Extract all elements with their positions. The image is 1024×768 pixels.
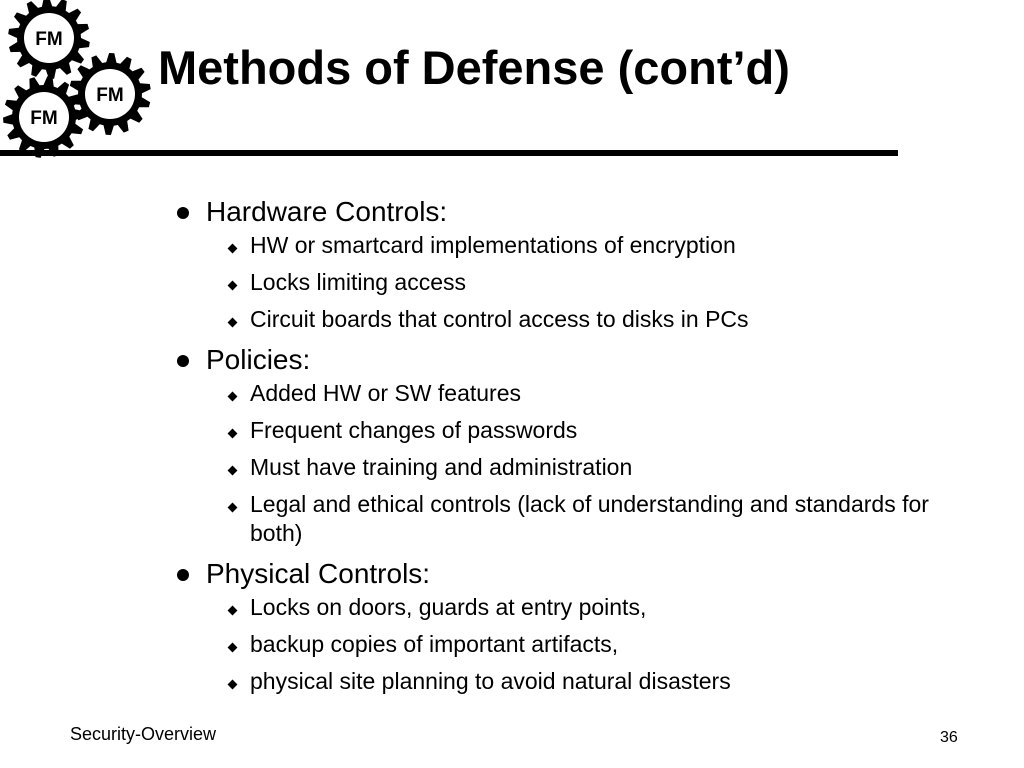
bullet-dot-icon — [177, 355, 189, 367]
diamond-bullet-icon — [228, 318, 238, 328]
bullet-policies — [172, 342, 972, 548]
gear-icon — [3, 76, 85, 158]
sub-bullet-item: physical site planning to avoid natural disasters — [206, 667, 972, 696]
diamond-bullet-icon — [228, 606, 238, 616]
sub-bullet-item: Locks on doors, guards at entry points, — [206, 593, 972, 622]
diamond-bullet-icon — [228, 680, 238, 690]
sub-bullet-list — [206, 593, 972, 696]
bullet-physical-controls — [172, 556, 972, 696]
gear-label: FM — [30, 108, 58, 129]
gear-icon — [69, 53, 150, 135]
diamond-bullet-icon — [228, 281, 238, 291]
diamond-bullet-icon — [228, 503, 238, 513]
bullet-dot-icon — [177, 207, 189, 219]
sub-bullet-item: HW or smartcard implementations of encryption — [206, 231, 972, 260]
bullet-list — [172, 194, 972, 704]
sub-bullet-list — [206, 231, 972, 334]
gear-label: FM — [35, 29, 63, 50]
bullet-text: Policies: — [206, 344, 311, 375]
sub-bullet-item: Frequent changes of passwords — [206, 416, 972, 445]
sub-bullet-item: backup copies of important artifacts, — [206, 630, 972, 659]
sub-bullet-item: Circuit boards that control access to disks in PCs — [206, 305, 972, 334]
sub-bullet-item: Legal and ethical controls (lack of understanding and standards for both) — [206, 490, 972, 548]
sub-bullet-item: Locks limiting access — [206, 268, 972, 297]
diamond-bullet-icon — [228, 429, 238, 439]
diamond-bullet-icon — [228, 392, 238, 402]
bullet-text: Physical Controls: — [206, 558, 431, 589]
gear-label: FM — [96, 85, 124, 106]
diamond-bullet-icon — [228, 643, 238, 653]
fm-gears-logo — [0, 0, 160, 160]
slide-title: Methods of Defense (cont’d) — [158, 41, 790, 94]
gear-icon — [8, 0, 90, 79]
title-underline-rule — [0, 150, 898, 156]
sub-bullet-list — [206, 379, 972, 548]
page-number: 36 — [940, 729, 958, 746]
bullet-dot-icon — [177, 569, 189, 581]
bullet-hardware-controls — [172, 194, 972, 334]
diamond-bullet-icon — [228, 244, 238, 254]
footer-label: Security-Overview — [70, 724, 217, 744]
bullet-text: Hardware Controls: — [206, 196, 448, 227]
diamond-bullet-icon — [228, 466, 238, 476]
sub-bullet-item: Must have training and administration — [206, 453, 972, 482]
sub-bullet-item: Added HW or SW features — [206, 379, 972, 408]
